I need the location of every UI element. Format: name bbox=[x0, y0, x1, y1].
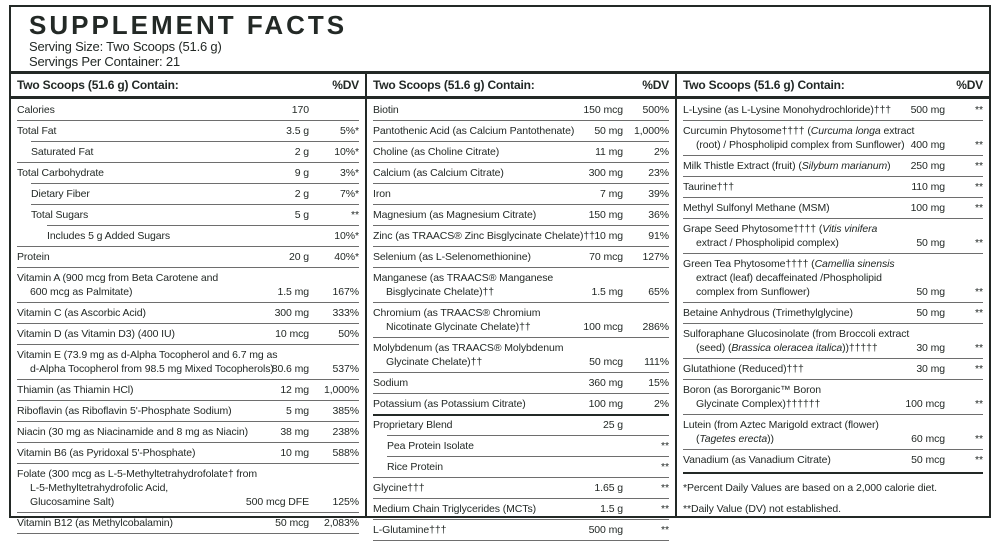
nutrient-amount: 50 mg bbox=[594, 124, 623, 137]
nutrient-dv: 3%* bbox=[340, 166, 359, 179]
nutrient-dv: ** bbox=[975, 138, 983, 151]
nutrient-dv: 1,000% bbox=[323, 383, 359, 396]
facts-column-3 bbox=[675, 74, 989, 516]
nutrient-dv: ** bbox=[975, 236, 983, 249]
nutrient-amount: 50 mg bbox=[916, 236, 945, 249]
column-header bbox=[677, 74, 989, 99]
nutrient-amount: 50 mg bbox=[916, 306, 945, 319]
nutrient-amount: 110 mg bbox=[911, 180, 945, 193]
nutrient-amount: 500 mcg DFE bbox=[245, 495, 309, 508]
column-header-dv: %DV bbox=[956, 78, 983, 92]
nutrient-name: Sodium bbox=[373, 376, 409, 389]
nutrient-amount: 150 mg bbox=[588, 208, 623, 221]
nutrient-name: Glycine††† bbox=[373, 481, 425, 494]
nutrient-amount: 30 mg bbox=[916, 362, 945, 375]
nutrient-dv: 23% bbox=[648, 166, 669, 179]
nutrient-amount: 50 mcg bbox=[589, 355, 623, 368]
nutrient-amount: 500 mg bbox=[910, 103, 945, 116]
nutrient-row bbox=[17, 302, 359, 323]
nutrient-amount: 50 mcg bbox=[911, 453, 945, 466]
nutrient-amount: 11 mg bbox=[595, 145, 623, 158]
nutrient-dv: 36% bbox=[648, 208, 669, 221]
nutrient-dv: 40%* bbox=[334, 250, 359, 263]
nutrient-row bbox=[683, 449, 983, 470]
nutrient-row bbox=[17, 141, 359, 162]
nutrient-name: Vitamin B12 (as Methylcobalamin) bbox=[17, 516, 173, 529]
nutrient-amount: 170 bbox=[291, 103, 309, 116]
nutrient-row bbox=[683, 253, 983, 302]
nutrient-amount: 2 g bbox=[294, 145, 309, 158]
nutrient-row bbox=[373, 414, 669, 435]
nutrient-name: Boron (as Bororganic™ Boron Glycinate Complex)†††††† bbox=[683, 383, 821, 410]
nutrient-row bbox=[17, 442, 359, 463]
nutrient-row bbox=[17, 267, 359, 302]
nutrient-amount: 50 mcg bbox=[275, 516, 309, 529]
nutrient-amount: 100 mg bbox=[588, 397, 623, 410]
nutrient-dv: ** bbox=[661, 481, 669, 494]
nutrient-amount: 150 mcg bbox=[583, 103, 623, 116]
supplement-facts-label bbox=[9, 5, 991, 536]
nutrient-name: Protein bbox=[17, 250, 50, 263]
nutrient-amount: 12 mg bbox=[280, 383, 309, 396]
nutrient-row bbox=[373, 267, 669, 302]
nutrient-dv: 333% bbox=[332, 306, 359, 319]
nutrient-amount: 80.6 mg bbox=[271, 362, 309, 375]
nutrient-name: Betaine Anhydrous (Trimethylglycine) bbox=[683, 306, 853, 319]
nutrient-dv: 238% bbox=[332, 425, 359, 438]
nutrient-amount: 30 mg bbox=[916, 341, 945, 354]
nutrient-dv: ** bbox=[975, 201, 983, 214]
nutrient-dv: 50% bbox=[338, 327, 359, 340]
nutrient-name: Calories bbox=[17, 103, 55, 116]
nutrient-row bbox=[17, 183, 359, 204]
nutrient-row bbox=[373, 498, 669, 519]
column-header-dv: %DV bbox=[332, 78, 359, 92]
nutrient-row bbox=[683, 323, 983, 358]
nutrient-row bbox=[373, 456, 669, 477]
nutrient-dv: ** bbox=[975, 432, 983, 445]
nutrient-name: Manganese (as TRAACS® Manganese Bisglycinate Chelate)†† bbox=[373, 271, 554, 298]
nutrient-name: Pea Protein Isolate bbox=[387, 439, 474, 452]
nutrient-dv: 1,000% bbox=[633, 124, 669, 137]
nutrient-dv: 500% bbox=[642, 103, 669, 116]
nutrient-name: Glutathione (Reduced)††† bbox=[683, 362, 804, 375]
nutrient-row bbox=[683, 414, 983, 449]
nutrient-name: Calcium (as Calcium Citrate) bbox=[373, 166, 504, 179]
nutrient-name: Curcumin Phytosome†††† (Curcuma longa extract (root) / Phospholipid complex from Sunflower) bbox=[683, 124, 915, 151]
nutrient-dv: 10%* bbox=[334, 145, 359, 158]
nutrient-name: Vitamin E (73.9 mg as d-Alpha Tocopherol and 6.7 mg as d-Alpha Tocopherol from 98.5 mg Mixed Tocopherols) bbox=[17, 348, 278, 375]
nutrient-name: Green Tea Phytosome†††† (Camellia sinensis extract (leaf) decaffeinated /Phospholipid complex from Sunflower) bbox=[683, 257, 895, 298]
nutrient-amount: 5 mg bbox=[286, 404, 309, 417]
footnotes bbox=[683, 472, 983, 516]
label-header bbox=[11, 7, 989, 71]
nutrient-amount: 300 mg bbox=[588, 166, 623, 179]
nutrient-dv: ** bbox=[975, 397, 983, 410]
nutrient-dv: ** bbox=[661, 502, 669, 515]
nutrient-row bbox=[373, 477, 669, 498]
nutrient-dv: 385% bbox=[332, 404, 359, 417]
nutrient-dv: 167% bbox=[332, 285, 359, 298]
nutrient-name: Vitamin C (as Ascorbic Acid) bbox=[17, 306, 146, 319]
nutrient-dv: ** bbox=[661, 439, 669, 452]
nutrient-amount: 5 g bbox=[294, 208, 309, 221]
nutrient-dv: 5%* bbox=[340, 124, 359, 137]
nutrient-name: Biotin bbox=[373, 103, 399, 116]
column-header-dv: %DV bbox=[642, 78, 669, 92]
nutrient-dv: ** bbox=[975, 180, 983, 193]
nutrient-row bbox=[373, 246, 669, 267]
column-header-label: Two Scoops (51.6 g) Contain: bbox=[17, 78, 179, 92]
nutrient-rows bbox=[373, 99, 669, 541]
nutrient-dv: ** bbox=[975, 306, 983, 319]
nutrient-dv: 65% bbox=[648, 285, 669, 298]
servings-per-container: Servings Per Container: 21 bbox=[29, 54, 180, 69]
nutrient-dv: ** bbox=[975, 159, 983, 172]
nutrient-row bbox=[373, 183, 669, 204]
nutrient-dv: 537% bbox=[332, 362, 359, 375]
nutrient-amount: 10 mg bbox=[280, 446, 309, 459]
nutrient-dv: ** bbox=[975, 103, 983, 116]
nutrient-amount: 250 mg bbox=[910, 159, 945, 172]
nutrient-row bbox=[373, 519, 669, 540]
nutrient-row bbox=[17, 162, 359, 183]
nutrient-name: Total Sugars bbox=[31, 208, 89, 221]
nutrient-name: Sulforaphane Glucosinolate (from Broccoli extract (seed) (Brassica oleracea italica))††††† bbox=[683, 327, 910, 354]
nutrient-dv: 286% bbox=[642, 320, 669, 333]
nutrient-amount: 50 mg bbox=[916, 285, 945, 298]
nutrient-row bbox=[373, 225, 669, 246]
nutrient-amount: 38 mg bbox=[280, 425, 309, 438]
nutrient-dv: 125% bbox=[332, 495, 359, 508]
nutrient-row bbox=[17, 344, 359, 379]
nutrient-amount: 1.5 mg bbox=[591, 285, 623, 298]
nutrient-row bbox=[373, 99, 669, 120]
nutrient-name: Total Carbohydrate bbox=[17, 166, 104, 179]
nutrient-row bbox=[17, 323, 359, 344]
nutrient-amount: 70 mcg bbox=[589, 250, 623, 263]
nutrient-amount: 2 g bbox=[294, 187, 309, 200]
nutrient-row bbox=[683, 155, 983, 176]
nutrient-rows bbox=[17, 99, 359, 534]
nutrient-dv: 91% bbox=[648, 229, 669, 242]
nutrient-name: Lutein (from Aztec Marigold extract (flower) (Tagetes erecta)) bbox=[683, 418, 879, 445]
nutrient-dv: ** bbox=[975, 285, 983, 298]
nutrient-name: Niacin (30 mg as Niacinamide and 8 mg as Niacin) bbox=[17, 425, 248, 438]
nutrient-name: Iron bbox=[373, 187, 391, 200]
nutrient-name: Magnesium (as Magnesium Citrate) bbox=[373, 208, 537, 221]
nutrient-row bbox=[373, 120, 669, 141]
nutrient-amount: 1.5 g bbox=[600, 502, 623, 515]
nutrient-name: Total Fat bbox=[17, 124, 57, 137]
nutrient-row bbox=[683, 176, 983, 197]
nutrient-name: Methyl Sulfonyl Methane (MSM) bbox=[683, 201, 830, 214]
nutrient-amount: 100 mg bbox=[910, 201, 945, 214]
facts-columns bbox=[11, 71, 989, 536]
nutrient-row bbox=[373, 204, 669, 225]
nutrient-row bbox=[17, 99, 359, 120]
nutrient-dv: 111% bbox=[644, 355, 669, 368]
nutrient-name: Grape Seed Phytosome†††† (Vitis vinifera extract / Phospholipid complex) bbox=[683, 222, 878, 249]
nutrient-dv: 7%* bbox=[340, 187, 359, 200]
nutrient-dv: 2% bbox=[654, 145, 669, 158]
nutrient-dv: ** bbox=[975, 453, 983, 466]
nutrient-row bbox=[683, 120, 983, 155]
nutrient-amount: 20 g bbox=[288, 250, 309, 263]
nutrient-name: Molybdenum (as TRAACS® Molybdenum Glycinate Chelate)†† bbox=[373, 341, 564, 368]
nutrient-name: Vanadium (as Vanadium Citrate) bbox=[683, 453, 831, 466]
nutrient-row bbox=[373, 337, 669, 372]
nutrient-name: Vitamin B6 (as Pyridoxal 5'-Phosphate) bbox=[17, 446, 196, 459]
nutrient-row bbox=[17, 463, 359, 512]
serving-size: Serving Size: Two Scoops (51.6 g) bbox=[29, 39, 222, 54]
nutrient-row bbox=[17, 225, 359, 246]
nutrient-name: Rice Protein bbox=[387, 460, 443, 473]
nutrient-row bbox=[17, 512, 359, 533]
nutrient-row bbox=[373, 302, 669, 337]
nutrient-amount: 1.5 mg bbox=[277, 285, 309, 298]
nutrient-name: Saturated Fat bbox=[31, 145, 94, 158]
nutrient-name: Dietary Fiber bbox=[31, 187, 90, 200]
nutrient-row bbox=[373, 162, 669, 183]
column-header-label: Two Scoops (51.6 g) Contain: bbox=[373, 78, 535, 92]
nutrient-name: Selenium (as L-Selenomethionine) bbox=[373, 250, 531, 263]
nutrient-name: Riboflavin (as Riboflavin 5'-Phosphate Sodium) bbox=[17, 404, 232, 417]
nutrient-name: Taurine††† bbox=[683, 180, 734, 193]
nutrient-name: Vitamin D (as Vitamin D3) (400 IU) bbox=[17, 327, 175, 340]
nutrient-amount: 60 mcg bbox=[911, 432, 945, 445]
nutrient-amount: 10 mcg bbox=[275, 327, 309, 340]
nutrient-amount: 25 g bbox=[602, 418, 623, 431]
nutrient-row bbox=[683, 302, 983, 323]
nutrient-dv: ** bbox=[975, 341, 983, 354]
column-header bbox=[11, 74, 365, 99]
nutrient-dv: 39% bbox=[648, 187, 669, 200]
nutrient-dv: ** bbox=[351, 208, 359, 221]
facts-column-1 bbox=[11, 74, 365, 529]
facts-column-2 bbox=[365, 74, 675, 536]
column-header bbox=[367, 74, 675, 99]
nutrient-row bbox=[17, 421, 359, 442]
nutrient-row bbox=[17, 204, 359, 225]
nutrient-amount: 100 mcg bbox=[905, 397, 945, 410]
nutrient-amount: 1.65 g bbox=[594, 481, 623, 494]
nutrient-name: Proprietary Blend bbox=[373, 418, 453, 431]
nutrient-name: Vitamin A (900 mcg from Beta Carotene and 600 mcg as Palmitate) bbox=[17, 271, 219, 298]
nutrient-dv: 15% bbox=[648, 376, 669, 389]
footnote: *Percent Daily Values are based on a 2,000 calorie diet. bbox=[683, 482, 937, 494]
nutrient-name: Zinc (as TRAACS® Zinc Bisglycinate Chelate)†† bbox=[373, 229, 595, 242]
nutrient-row bbox=[683, 99, 983, 120]
nutrient-name: L-Glutamine††† bbox=[373, 523, 447, 536]
nutrient-row bbox=[683, 218, 983, 253]
page-title: SUPPLEMENT FACTS bbox=[29, 10, 348, 40]
nutrient-row bbox=[17, 400, 359, 421]
nutrient-name: Medium Chain Triglycerides (MCTs) bbox=[373, 502, 536, 515]
nutrient-name: L-Lysine (as L-Lysine Monohydrochloride)††† bbox=[683, 103, 891, 116]
nutrient-name: Choline (as Choline Citrate) bbox=[373, 145, 500, 158]
nutrient-rows bbox=[683, 99, 983, 470]
nutrient-dv: 10%* bbox=[334, 229, 359, 242]
nutrient-row bbox=[683, 358, 983, 379]
nutrient-dv: ** bbox=[661, 460, 669, 473]
nutrient-name: Thiamin (as Thiamin HCl) bbox=[17, 383, 134, 396]
nutrient-row bbox=[373, 393, 669, 414]
nutrient-amount: 9 g bbox=[294, 166, 309, 179]
nutrient-name: Pantothenic Acid (as Calcium Pantothenate) bbox=[373, 124, 575, 137]
nutrient-dv: 127% bbox=[642, 250, 669, 263]
column-header-label: Two Scoops (51.6 g) Contain: bbox=[683, 78, 845, 92]
nutrient-amount: 3.5 g bbox=[286, 124, 309, 137]
nutrient-name: Includes 5 g Added Sugars bbox=[47, 229, 171, 242]
nutrient-row bbox=[683, 379, 983, 414]
nutrient-amount: 100 mcg bbox=[583, 320, 623, 333]
nutrient-name: Milk Thistle Extract (fruit) (Silybum marianum) bbox=[683, 159, 891, 172]
nutrient-dv: ** bbox=[661, 523, 669, 536]
nutrient-row bbox=[373, 372, 669, 393]
nutrient-row bbox=[683, 197, 983, 218]
nutrient-row bbox=[373, 435, 669, 456]
nutrient-amount: 7 mg bbox=[600, 187, 623, 200]
nutrient-amount: 360 mg bbox=[588, 376, 623, 389]
nutrient-amount: 400 mg bbox=[910, 138, 945, 151]
nutrient-row bbox=[17, 246, 359, 267]
nutrient-amount: 10 mg bbox=[594, 229, 623, 242]
nutrient-row bbox=[373, 141, 669, 162]
nutrient-row bbox=[17, 120, 359, 141]
footnote: **Daily Value (DV) not established. bbox=[683, 503, 841, 515]
nutrient-amount: 300 mg bbox=[274, 306, 309, 319]
nutrient-name: Chromium (as TRAACS® Chromium Nicotinate Glycinate Chelate)†† bbox=[373, 306, 541, 333]
nutrient-name: Folate (300 mcg as L-5-Methyltetrahydrofolate† from L-5-Methyltetrahydrofolic Acid, Glucosamine Salt) bbox=[17, 467, 258, 508]
nutrient-amount: 500 mg bbox=[588, 523, 623, 536]
nutrient-row bbox=[17, 379, 359, 400]
nutrient-dv: ** bbox=[975, 362, 983, 375]
nutrient-name: Potassium (as Potassium Citrate) bbox=[373, 397, 526, 410]
nutrient-dv: 588% bbox=[332, 446, 359, 459]
nutrient-dv: 2% bbox=[654, 397, 669, 410]
nutrient-dv: 2,083% bbox=[323, 516, 359, 529]
